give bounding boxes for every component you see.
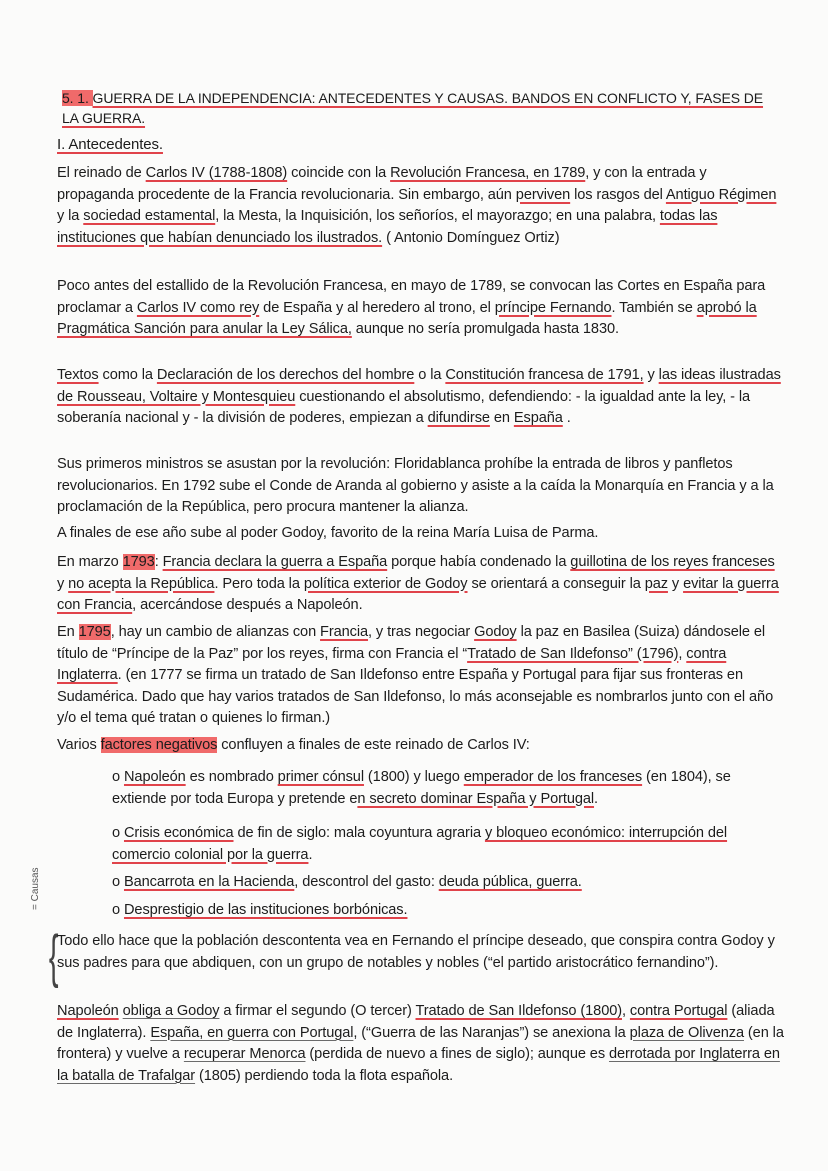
underlined-text: Declaración de los derechos del hombre (156, 367, 415, 383)
text: , y con la entrada y propaganda procedente de la Francia revolucionaria. Sin embargo, aún (57, 165, 707, 203)
highlighted-text: factores negativos (100, 737, 218, 753)
text: o la (414, 367, 446, 383)
underlined-text: difundirse (427, 410, 490, 426)
text: El reinado de (57, 165, 146, 181)
text: , hay un cambio de alianzas con (110, 624, 321, 640)
text: , (678, 645, 687, 662)
text: de España y al heredero al trono, el (259, 299, 495, 316)
text: . (308, 846, 313, 863)
highlighted-text: 1795 (78, 624, 111, 640)
margin-note: = Causas (30, 867, 41, 910)
underlined-text: plaza de Olivenza (629, 1024, 744, 1041)
underlined-text: política exterior de Godoy (303, 575, 468, 592)
text: coincide con la (287, 165, 391, 181)
underlined-text: Antiguo Régimen (665, 186, 777, 203)
underlined-text: n secreto dominar España y Portugal (357, 790, 595, 807)
underlined-text: Francia declara la guerra a España (162, 554, 388, 570)
underlined-text: Godoy (474, 624, 517, 640)
underlined-text: recuperar Menorca (183, 1046, 306, 1062)
text: Poco antes del estallido de la Revolución Francesa, en mayo de 1789, se convocan las Cortes en España para proclamar a (57, 278, 766, 316)
underlined-text: primer cónsul (277, 769, 364, 785)
text: (1800) y luego (363, 769, 464, 785)
text: : (154, 554, 163, 570)
text: . (562, 410, 571, 426)
paragraph-4 (57, 454, 785, 519)
text: , descontrol del gasto: (294, 874, 439, 890)
text: (en 1804), se extiende por toda Europa y pretende e (112, 769, 731, 807)
text: , acercándose después a Napoleón. (132, 597, 363, 613)
text: de fin de siglo: mala coyuntura agraria (233, 825, 485, 841)
underlined-text: España, en guerra con Portugal (150, 1024, 354, 1041)
text: (aliada de Inglaterra). (57, 1003, 775, 1041)
bullet-item (112, 767, 782, 810)
text: (1805) perdiendo toda la flota española. (195, 1067, 454, 1084)
text: . También se (611, 299, 697, 316)
text: la paz en Basilea (Suiza) dándosele el título de “Príncipe de la Paz” por los reyes, firma con Francia el “ (57, 624, 766, 662)
text: cuestionando el absolutismo, defendiendo: - la igualdad ante la ley, - la soberanía nacional y - la división de poderes, empiezan a (57, 388, 751, 426)
paragraph-causes (57, 931, 785, 974)
underlined-text: y bloqueo económico: interrupción del comercio colonial por la guerra (112, 825, 728, 863)
paragraph-1 (57, 163, 785, 249)
underlined-text: Desprestigio de las instituciones borbónicas. (123, 902, 408, 918)
paragraph-3 (57, 365, 785, 430)
paragraph-6 (57, 552, 785, 617)
text: se orientará a conseguir la (467, 575, 645, 592)
underlined-text: GUERRA DE LA INDEPENDENCIA: ANTECEDENTES Y CAUSAS. BANDOS EN CONFLICTO Y, FASES DE LA GUERRA. (62, 90, 764, 126)
document-title (62, 88, 782, 128)
paragraph-5 (57, 523, 785, 545)
underlined-text: contra Portugal (629, 1003, 728, 1019)
underlined-text: España (513, 410, 563, 426)
text: Todo ello hace que la población descontenta vea en Fernando el príncipe deseado, que conspira contra Godoy y sus padres para que abdiquen, con un grupo de notables y nobles (“el partido aristocrático fernandino”). (57, 933, 775, 971)
bullet-item (112, 900, 782, 922)
underlined-text: aprobó la Pragmática Sanción para anular la Ley Sálica, (57, 299, 757, 337)
underlined-text: Carlos IV como rey (136, 299, 260, 316)
text: . Pero toda la (214, 575, 304, 592)
text: en (489, 410, 514, 426)
text: ( Antonio Domínguez Ortiz) (382, 229, 560, 246)
text: , (622, 1003, 630, 1019)
highlighted-text: 5. 1. (62, 90, 93, 106)
text: . (594, 790, 598, 807)
paragraph-7 (57, 622, 785, 730)
underlined-text: perviven (515, 186, 571, 203)
underlined-text: obliga a Godoy (122, 1003, 220, 1019)
text: y (57, 575, 69, 592)
underlined-text: Revolución Francesa, en 1789 (390, 165, 586, 181)
underlined-text: Crisis económica (123, 825, 234, 841)
text: , (“Guerra de las Naranjas”) se anexiona la (353, 1024, 630, 1041)
underlined-text: Tratado de San Ildefonso” (1796) (467, 645, 679, 662)
text: y la (57, 208, 84, 224)
text: o (112, 825, 124, 841)
text: o (112, 874, 124, 890)
underlined-text: paz (644, 575, 668, 592)
text: y (643, 367, 659, 383)
text: En marzo (57, 554, 123, 570)
text: Sus primeros ministros se asustan por la revolución: Floridablanca prohíbe la entrada de libros y panfletos revolucionarios. En 1792 sube el Conde de Aranda al gobierno y asiste a la caída la Monarquía en Francia y a la proclamación de la República, pero procura mantener la alianza. (57, 456, 774, 515)
underlined-text: Tratado de San Ildefonso (1800) (415, 1003, 622, 1019)
bullet-item (112, 823, 782, 866)
text: es nombrado (185, 769, 278, 785)
underlined-text: deuda pública, guerra. (438, 874, 582, 890)
paragraph-2 (57, 276, 785, 341)
text: a firmar el segundo (O tercer) (219, 1003, 416, 1019)
underlined-text: no acepta la República (68, 575, 215, 592)
text: . (en 1777 se firma un tratado de San Ildefonso entre España y Portugal para fijar sus fronteras en Sudamérica. Dado que hay varios tratados de San Ildefonso, lo más aconsejable es nombrarlos junto con el año y/o el tema qué tratan o quienes lo firman.) (57, 667, 774, 726)
underlined-text: evitar la guerra con Francia (57, 575, 779, 613)
text: , y tras negociar (368, 624, 475, 640)
highlighted-text: 1793 (122, 554, 155, 570)
underlined-text: Textos (57, 367, 99, 383)
text: aunque no sería promulgada hasta 1830. (351, 321, 619, 337)
underlined-text: guillotina de los reyes franceses (570, 554, 775, 570)
text: , la Mesta, la Inquisición, los señoríos, el mayorazgo; en una palabra, (215, 208, 660, 224)
text: (perdida de nuevo a fines de siglo); aunque es (305, 1046, 609, 1062)
underlined-text: contra Inglaterra (57, 645, 727, 683)
underlined-text: Francia (320, 624, 369, 640)
underlined-text: derrotada por Inglaterra en la batalla de Trafalgar (57, 1046, 780, 1084)
text: (en la frontera) y vuelve a (57, 1024, 784, 1062)
text: confluyen a finales de este reinado de Carlos IV: (217, 737, 530, 753)
text: o (112, 769, 124, 785)
text: como la (98, 367, 157, 383)
text: los rasgos del (570, 186, 666, 203)
underlined-text: Napoleón (57, 1003, 119, 1019)
paragraph-last (57, 1001, 785, 1087)
underlined-text: emperador de los franceses (463, 769, 643, 785)
text: Varios (57, 737, 101, 753)
text: o (112, 902, 124, 918)
underlined-text: Constitución francesa de 1791, (445, 367, 644, 383)
underlined-text: Bancarrota en la Hacienda (123, 874, 295, 890)
text: y (667, 575, 684, 592)
section-heading: I. Antecedentes. (57, 136, 163, 153)
paragraph-8 (57, 735, 785, 757)
underlined-text: Carlos IV (1788-1808) (145, 165, 288, 181)
brace-icon: { (48, 924, 59, 989)
text: porque había condenado la (387, 554, 571, 570)
underlined-text: sociedad estamental (83, 208, 216, 224)
underlined-text: las ideas ilustradas de Rousseau, Voltaire y Montesquieu (57, 367, 781, 405)
underlined-text: príncipe Fernando (494, 299, 612, 316)
bullet-item (112, 872, 782, 894)
underlined-text: todas las instituciones que habían denunciado los ilustrados. (57, 208, 718, 246)
text: A finales de ese año sube al poder Godoy, favorito de la reina María Luisa de Parma. (57, 525, 599, 541)
underlined-text: Napoleón (123, 769, 186, 785)
text: En (57, 624, 79, 640)
